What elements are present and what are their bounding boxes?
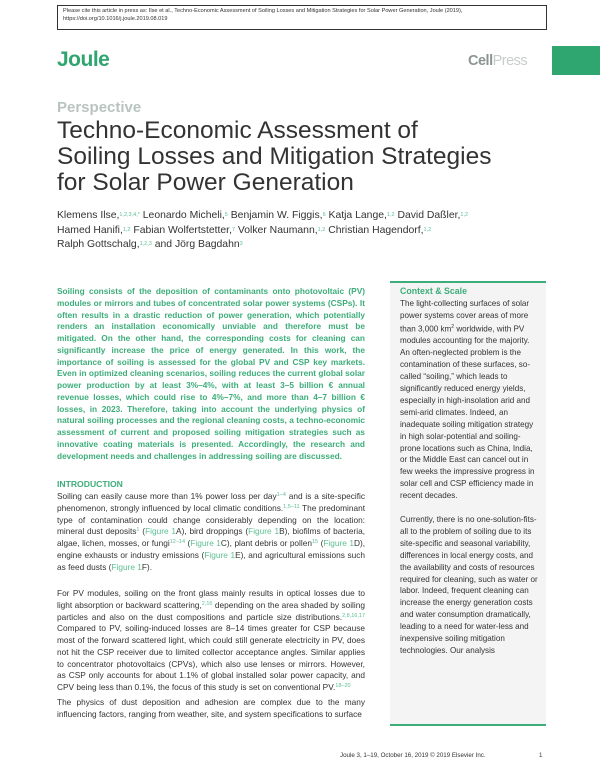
- superscript: 2: [451, 323, 455, 330]
- sidebar-paragraph: [400, 298, 538, 502]
- paragraph-text: (: [185, 538, 191, 548]
- abstract: Soiling consists of the deposition of contaminants onto photovoltaic (PV) modules or mirrors and tubes of concentrated solar power systems (CSPs). It often results in a drastic reduction of power generation, which potentially renders an installation economically unviable and therefore must be mitigated. On the other hand, the corresponding costs for cleaning can significantly increase the price of energy generated. In this work, the importance of soiling is assessed for the global PV and CSP key markets. Even in optimized cleaning scenarios, soiling reduces the current global solar power production by at least 3%–4%, with at least 3–5 billion € annual revenue losses, which could rise to 4%–7%, and more than 4–7 billion € losses, in 2023. Therefore, taking into account the underlying physics of natural soiling processes and the regional cleaning costs, a techno-economic assessment of current and proposed soiling mitigation strategies such as innovative coating materials is presented. Accordingly, the research and development needs and challenges in addressing soiling are discussed.: [57, 286, 365, 461]
- author-name: Leonardo Micheli,: [142, 210, 225, 221]
- paragraph-text: D), engine exhausts or industry emissions (: [57, 538, 366, 560]
- section-heading-introduction: INTRODUCTION: [57, 479, 123, 489]
- author-affiliation[interactable]: 1,2,3: [139, 241, 152, 247]
- article-title: Techno-Economic Assessment of Soiling Losses and Mitigation Strategies for Solar Power Generation: [57, 117, 492, 196]
- reference-citation[interactable]: 1–4: [276, 492, 286, 498]
- figure-link[interactable]: Figure 1: [323, 538, 354, 548]
- figure-link[interactable]: Figure 1: [145, 526, 177, 537]
- author-affiliation[interactable]: 3: [239, 241, 243, 247]
- author-affiliation[interactable]: 7: [231, 226, 236, 233]
- author-affiliation[interactable]: 1,2: [386, 212, 395, 218]
- journal-logo: Joule: [57, 48, 110, 71]
- paragraph-text: Compared to PV, soiling-induced losses are 8–14 times greater for CSP because most of the forward scattered light, which could still generate electricity in PV, does not hit the CSP receiver due to limited collector acceptance angles. Similar applies to concentrator photovoltaics (CPVs), which also use lenses or mirrors. However, as CSP only accounts for about 1.1% of global installed solar power capacity, and CPV being less than 0.1%, the focus of this study is set on conventional PV.: [57, 623, 365, 692]
- publisher-logo-cell: Cell: [468, 53, 493, 69]
- author-affiliation[interactable]: 1,2,3,4,*: [119, 212, 140, 218]
- author-affiliation[interactable]: 5: [224, 212, 228, 218]
- paragraph-text: The predominant type of contamination could change considerably depending on the location: mineral dust deposits: [57, 502, 365, 537]
- author-name: Ralph Gottschalg,: [57, 239, 140, 250]
- journal-color-tab: [552, 46, 600, 75]
- author-affiliation[interactable]: 6: [322, 212, 326, 218]
- publisher-logo: [468, 53, 527, 69]
- figure-link[interactable]: Figure 1: [204, 549, 236, 560]
- author-name: Fabian Wolfertstetter,: [133, 224, 232, 236]
- author-name: David Daßler,: [397, 210, 461, 221]
- paragraph-text: B), biofilms of bacteria, algae, lichen, mosses, or fungi: [57, 526, 365, 548]
- author-name: Hamed Hanifi,: [57, 224, 123, 236]
- author-name: Katja Lange,: [328, 210, 387, 221]
- page-number: 1: [539, 752, 543, 759]
- sidebar-text: worldwide, with PV modules accounting for the majority. An often-neglected problem is the contamination of these surfaces, so-called “soiling,” which leads to significantly reduced energy yields, especially in high-insolation arid and semi-arid climates. Indeed, an inadequate soiling mitigation strategy in high solar-potential and soiling-prone locations such as China, India, or the Middle East can cancel out in few weeks the impressive progress in solar cell and CSP efficiency made in recent decades.: [400, 324, 535, 501]
- figure-link[interactable]: Figure 1: [111, 561, 142, 572]
- author-affiliation[interactable]: 1,2: [317, 226, 326, 233]
- reference-citation[interactable]: 18–20: [335, 683, 351, 689]
- author-list: [57, 209, 547, 253]
- author-name: Volker Naumann,: [237, 224, 318, 236]
- reference-citation[interactable]: 2,16: [201, 600, 213, 607]
- publisher-logo-press: Press: [492, 53, 528, 69]
- author-name: Christian Hagendorf,: [328, 224, 424, 236]
- paragraph-text: and is a site-specific phenomenon, strongly influenced by local climatic conditions.: [57, 491, 365, 513]
- paragraph-text: A), bird droppings (: [176, 526, 249, 537]
- article-type: Perspective: [57, 99, 142, 116]
- paragraph-text: E), and agricultural emissions such as feed dusts (: [57, 549, 365, 572]
- paragraph-text: Soiling can easily cause more than 1% power loss per day: [57, 491, 277, 501]
- context-and-scale-box: [390, 281, 546, 726]
- reference-citation[interactable]: 15: [311, 539, 319, 545]
- reference-citation[interactable]: 2,8,16,17: [342, 612, 365, 619]
- author-name: and Jörg Bagdahn: [154, 239, 240, 250]
- paragraph-text: (: [139, 526, 146, 537]
- paragraph-text: For PV modules, soiling on the front glass mainly results in optical losses due to light absorption or backward scattering,: [57, 588, 365, 610]
- paragraph-text: F).: [141, 561, 152, 572]
- author-name: Klemens Ilse,: [57, 210, 120, 221]
- citation-notice: Please cite this article in press as: Ilse et al., Techno-Economic Assessment of Soiling Losses and Mitigation Strategies for Solar Power Generation, Joule (2019), https://doi.org/10.1016/j.joule.2019.08.019: [57, 5, 547, 30]
- body-paragraph: [57, 697, 365, 721]
- figure-link[interactable]: Figure 1: [248, 526, 280, 537]
- author-name: Benjamin W. Figgis,: [230, 210, 323, 221]
- body-paragraph: [57, 588, 365, 694]
- body-paragraph: [57, 491, 365, 573]
- figure-link[interactable]: Figure 1: [190, 538, 221, 548]
- author-affiliation[interactable]: 1,2: [122, 226, 131, 233]
- sidebar-heading: Context & Scale: [400, 286, 467, 296]
- author-affiliation[interactable]: 1,2: [460, 212, 469, 218]
- paragraph-text: (: [318, 538, 324, 548]
- reference-citation[interactable]: 1,5–11: [283, 503, 300, 510]
- sidebar-text: The light-collecting surfaces of solar power systems cover areas of more than 3,000 km: [400, 299, 530, 334]
- footer-citation: Joule 3, 1–19, October 16, 2019 © 2019 Elsevier Inc.: [340, 752, 486, 759]
- sidebar-paragraph: Currently, there is no one-solution-fits-all to the problem of soiling due to its site-specific and seasonal variability, differences in local energy costs, and the availability and costs of resources required for cleaning, such as water or labor. Indeed, frequent cleaning can increase the energy generation costs and water consumption dramatically, leading to a need for water-less and inexpensive soiling mitigation technologies. Our analysis: [400, 514, 538, 655]
- paragraph-text: depending on the area shaded by soiling particles and also on the dust compositions and particle size distributions.: [57, 599, 365, 622]
- reference-citation[interactable]: 12–14: [169, 539, 186, 545]
- paragraph-text: C), plant debris or pollen: [220, 538, 312, 548]
- reference-citation[interactable]: 1: [136, 527, 140, 534]
- paragraph-text: The physics of dust deposition and adhesion are complex due to the many influencing factors, ranging from weather, site, and system specifications to surface: [57, 697, 365, 719]
- author-affiliation[interactable]: 1,2: [423, 226, 432, 233]
